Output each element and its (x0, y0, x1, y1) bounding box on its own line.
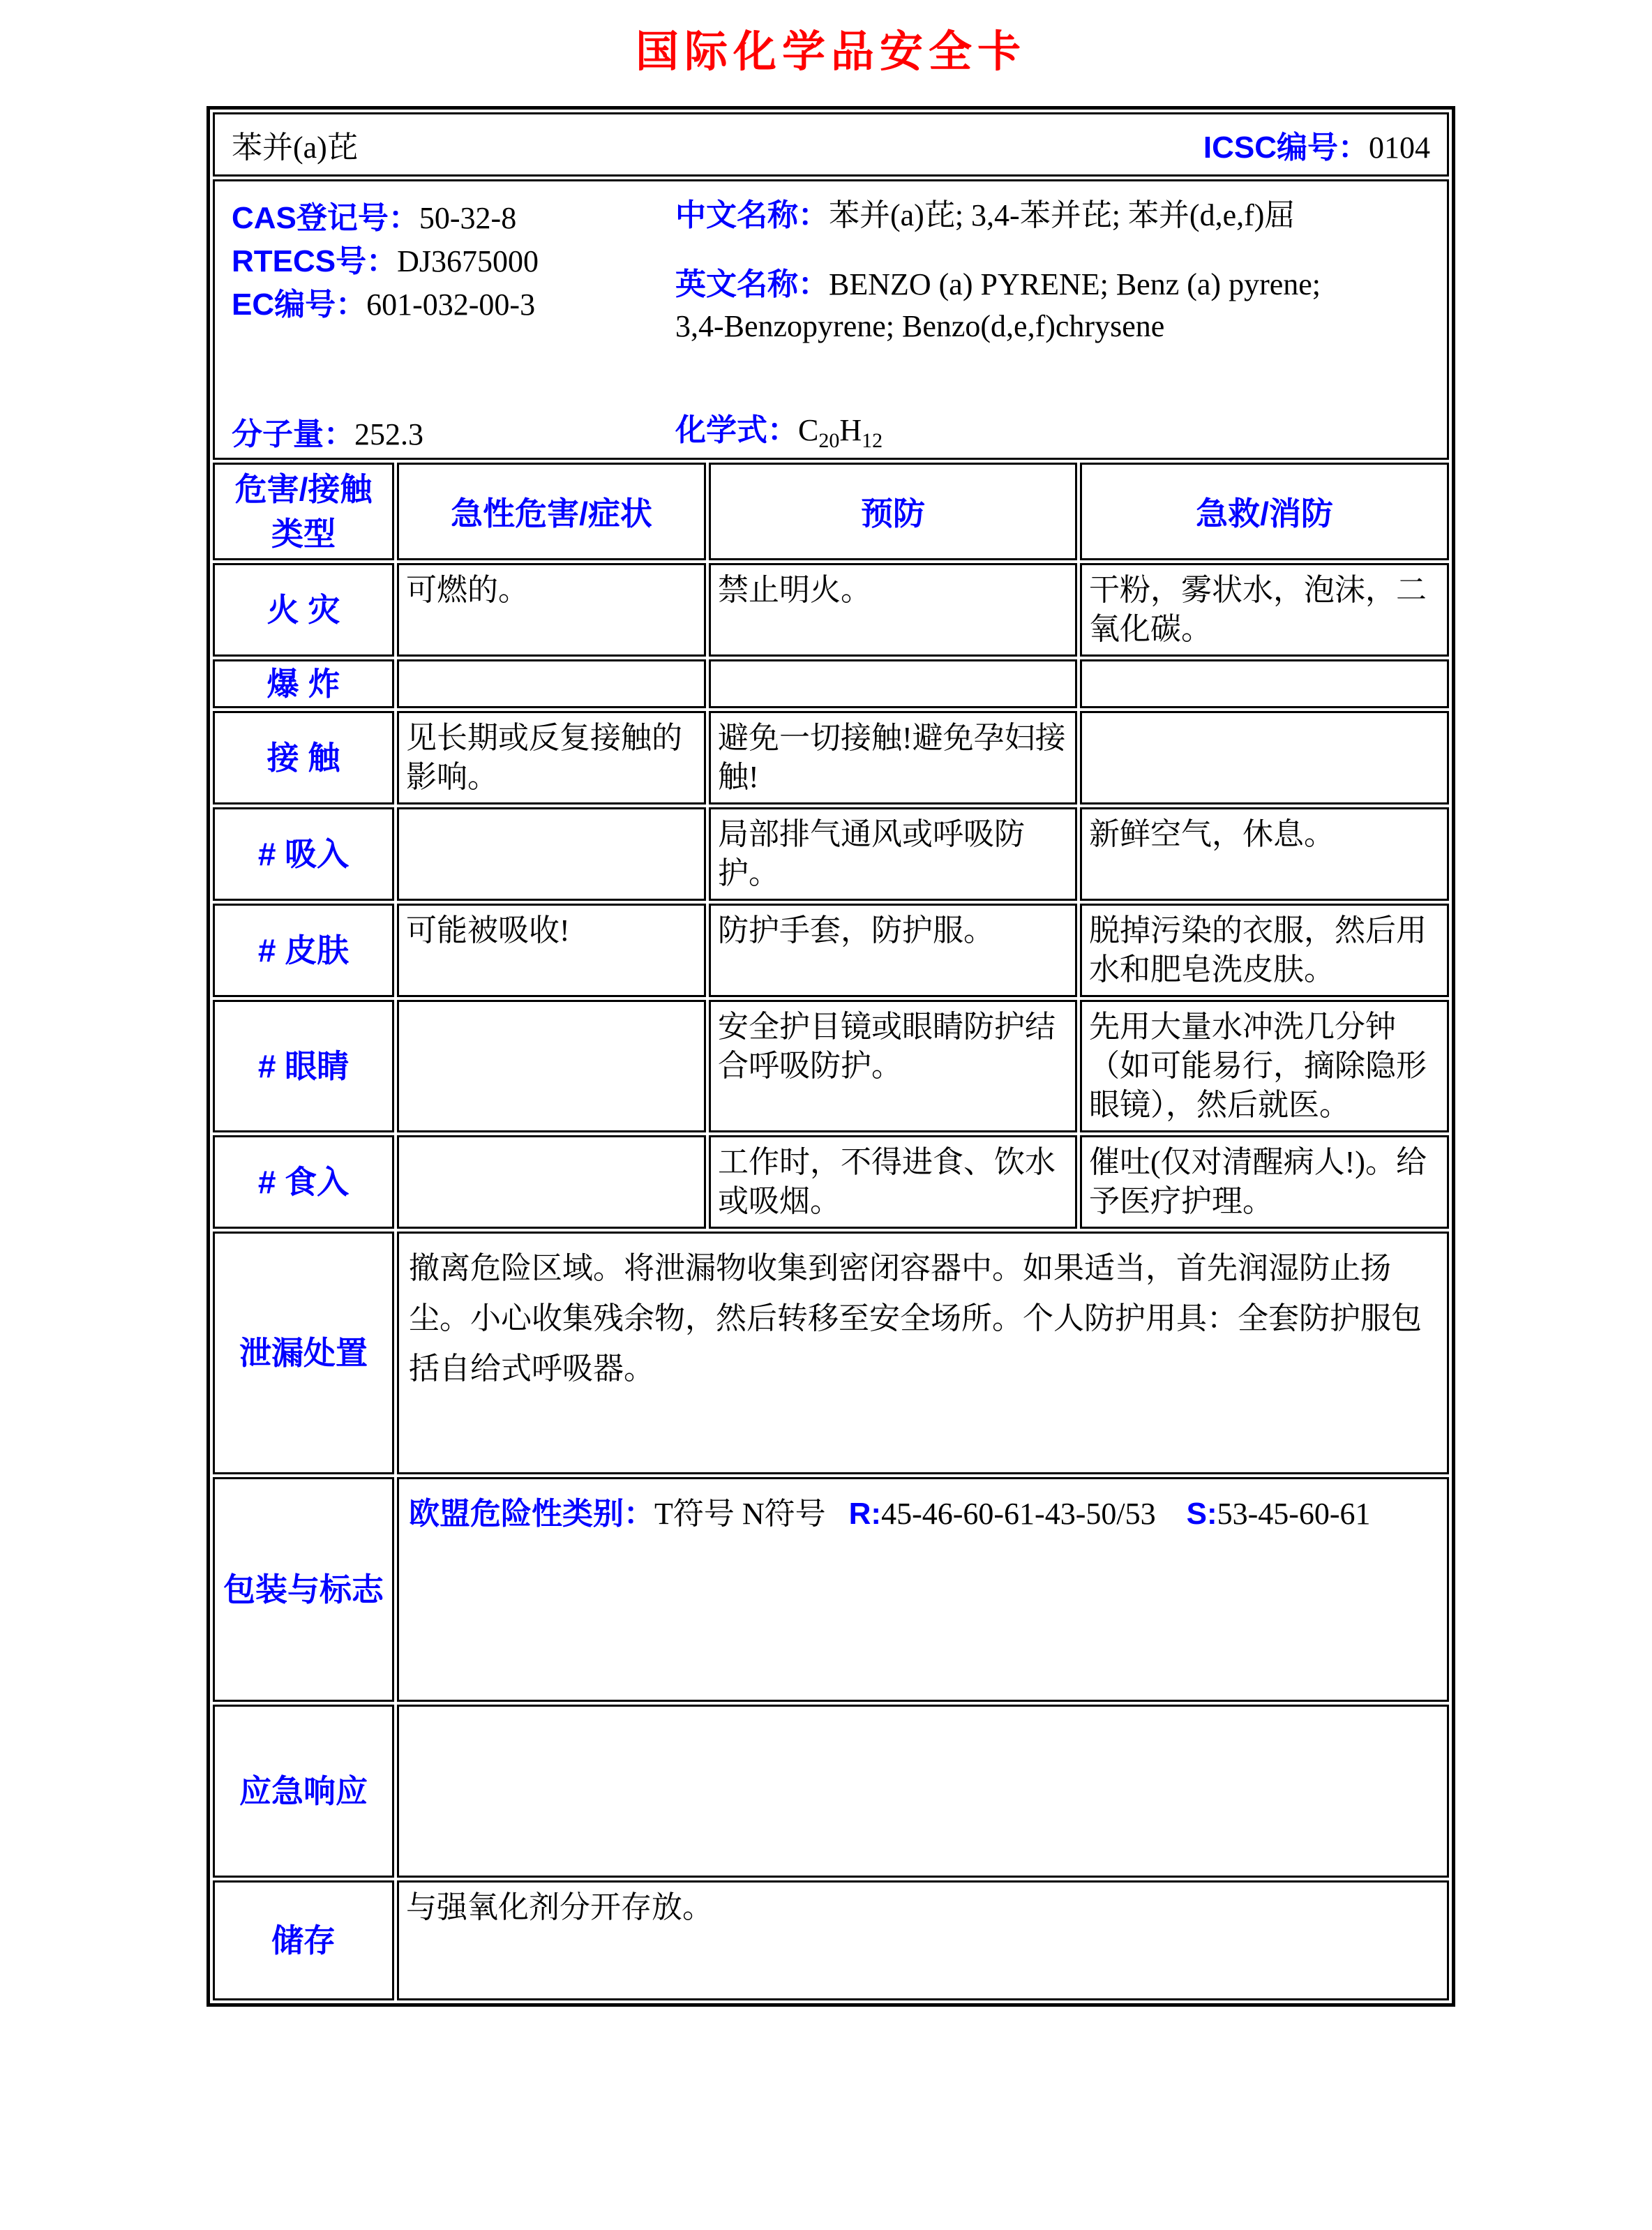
icsc-number-value: 0104 (1369, 130, 1430, 165)
rtecs-value: DJ3675000 (397, 244, 539, 278)
row-label-ingestion: # 食入 (213, 1135, 394, 1229)
rtecs-number-row (232, 236, 539, 280)
fire-firstaid-cell: 干粉，雾状水，泡沫，二氧化碳。 (1080, 563, 1449, 657)
inhalation-symptoms-cell (397, 807, 706, 901)
storage-cell: 与强氧化剂分开存放。 (397, 1880, 1449, 2000)
inhalation-prevention-cell: 局部排气通风或呼吸防护。 (709, 807, 1077, 901)
cas-label: CAS登记号： (232, 201, 419, 235)
eyes-prevention-cell: 安全护目镜或眼睛防护结合呼吸防护。 (709, 1000, 1077, 1132)
col-header-hazard-type-line1: 危害/接触 (234, 471, 373, 507)
identification-section (213, 179, 1449, 460)
eyes-firstaid-cell: 先用大量水冲洗几分钟（如可能易行，摘除隐形眼镜），然后就医。 (1080, 1000, 1449, 1132)
exposure-symptoms-cell: 见长期或反复接触的影响。 (397, 711, 706, 805)
explosion-firstaid-cell (1080, 659, 1449, 708)
table-row-inhalation (213, 807, 1449, 901)
explosion-prevention-cell (709, 659, 1077, 708)
english-name-row (675, 264, 1432, 347)
skin-symptoms-cell: 可能被吸收! (397, 904, 706, 997)
formula-c-subscript: 20 (818, 428, 840, 452)
s-phrases-value: 53-45-60-61 (1217, 1497, 1371, 1531)
row-label-packaging-labelling: 包装与标志 (213, 1477, 394, 1702)
table-row-ingestion (213, 1135, 1449, 1229)
col-header-hazard-type-line2: 类型 (271, 516, 336, 552)
table-row-eyes (213, 1000, 1449, 1132)
emergency-response-cell (397, 1705, 1449, 1878)
formula-row (675, 405, 883, 453)
col-header-prevention: 预防 (709, 463, 1077, 560)
s-phrases-label: S: (1186, 1497, 1217, 1531)
col-header-firstaid-firefighting: 急救/消防 (1080, 463, 1449, 560)
row-label-fire: 火 灾 (213, 563, 394, 657)
english-name-label: 英文名称： (675, 267, 829, 301)
inhalation-firstaid-cell: 新鲜空气，休息。 (1080, 807, 1449, 901)
english-name-line1: BENZO (a) PYRENE; Benz (a) pyrene; (829, 267, 1321, 301)
row-label-storage: 储存 (213, 1880, 394, 2000)
formula-h: H (839, 413, 862, 447)
packaging-labelling-cell (397, 1477, 1449, 1702)
rtecs-label: RTECS号： (232, 244, 398, 278)
eu-hazard-class-label: 欧盟危险性类别： (409, 1497, 654, 1531)
ec-label: EC编号： (232, 287, 367, 322)
row-label-inhalation: # 吸入 (213, 807, 394, 901)
page-title: 国际化学品安全卡 (635, 28, 1026, 76)
formula-value (798, 413, 883, 452)
formula-h-subscript: 12 (862, 428, 883, 452)
molecular-weight-value: 252.3 (354, 417, 423, 451)
hazard-table-header-row (213, 463, 1449, 560)
icsc-number (1203, 122, 1430, 167)
exposure-prevention-cell: 避免一切接触!避免孕妇接触! (709, 711, 1077, 805)
formula-label: 化学式： (675, 413, 798, 447)
substance-name: 苯并(a)芘 (232, 130, 358, 165)
r-phrases-label: R: (848, 1497, 882, 1531)
explosion-symptoms-cell (397, 659, 706, 708)
molecular-weight-row (232, 409, 423, 454)
fire-prevention-cell: 禁止明火。 (709, 563, 1077, 657)
table-row-skin (213, 904, 1449, 997)
table-row-explosion (213, 659, 1449, 708)
row-label-exposure: 接 触 (213, 711, 394, 805)
ingestion-prevention-cell: 工作时，不得进食、饮水或吸烟。 (709, 1135, 1077, 1229)
card-header (213, 112, 1449, 177)
table-row-storage (213, 1880, 1449, 2000)
cas-value: 50-32-8 (419, 201, 517, 235)
ingestion-symptoms-cell (397, 1135, 706, 1229)
chinese-name-row (675, 190, 1295, 234)
fire-symptoms-cell: 可燃的。 (397, 563, 706, 657)
table-row-emergency-response (213, 1705, 1449, 1878)
table-row-packaging-labelling (213, 1477, 1449, 1702)
table-row-spill-disposal (213, 1232, 1449, 1474)
cas-number-row (232, 193, 516, 237)
molecular-weight-label: 分子量： (232, 417, 354, 451)
chinese-name-value: 苯并(a)芘; 3,4-苯并芘; 苯并(d,e,f)屈 (829, 198, 1296, 232)
exposure-firstaid-cell (1080, 711, 1449, 805)
icsc-number-label: ICSC编号： (1203, 130, 1369, 165)
safety-card (206, 106, 1455, 2007)
col-header-acute-hazards: 急性危害/症状 (397, 463, 706, 560)
english-name-line2: 3,4-Benzopyrene; Benzo(d,e,f)chrysene (675, 309, 1165, 343)
ec-value: 601-032-00-3 (366, 287, 536, 322)
row-label-eyes: # 眼睛 (213, 1000, 394, 1132)
formula-c: C (798, 413, 819, 447)
spill-disposal-cell: 撤离危险区域。将泄漏物收集到密闭容器中。如果适当，首先润湿防止扬尘。小心收集残余物，然后转移至安全场所。个人防护用具：全套防护服包括自给式呼吸器。 (397, 1232, 1449, 1474)
row-label-emergency-response: 应急响应 (213, 1705, 394, 1878)
table-row-fire (213, 563, 1449, 657)
row-label-skin: # 皮肤 (213, 904, 394, 997)
skin-firstaid-cell: 脱掉污染的衣服，然后用水和肥皂洗皮肤。 (1080, 904, 1449, 997)
row-label-spill-disposal: 泄漏处置 (213, 1232, 394, 1474)
ec-number-row (232, 279, 535, 324)
row-label-explosion: 爆 炸 (213, 659, 394, 708)
eu-hazard-symbols: T符号 N符号 (654, 1497, 826, 1531)
table-row-exposure (213, 711, 1449, 805)
ingestion-firstaid-cell: 催吐(仅对清醒病人!)。给予医疗护理。 (1080, 1135, 1449, 1229)
r-phrases-value: 45-46-60-61-43-50/53 (881, 1497, 1156, 1531)
col-header-hazard-type (213, 463, 394, 560)
skin-prevention-cell: 防护手套，防护服。 (709, 904, 1077, 997)
chinese-name-label: 中文名称： (675, 198, 829, 232)
eyes-symptoms-cell (397, 1000, 706, 1132)
